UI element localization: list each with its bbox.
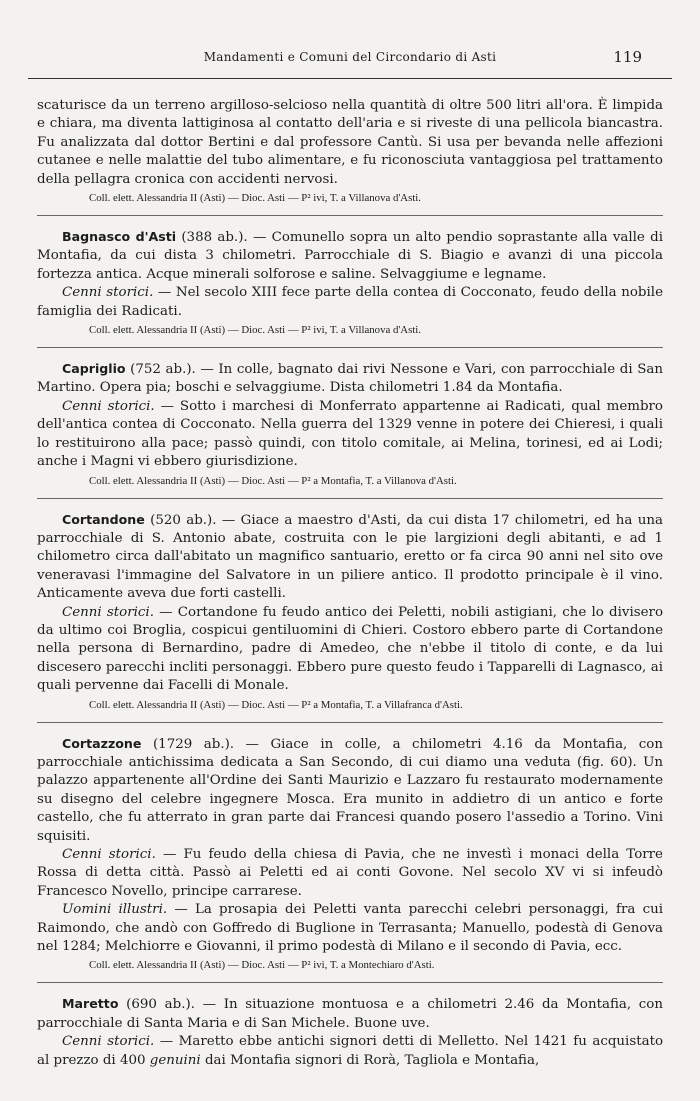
cenni-storici — [37, 846, 663, 901]
entry-divider — [37, 215, 663, 216]
cenni-label: Cenni storici. — [62, 398, 155, 414]
cenni-label: Cenni storici. — [62, 604, 154, 620]
cenni-text: — Sotto i marchesi di Monferrato appartenne ai Radicati, qual membro dell'antica contea di Cocconato. Nella guerra del 1329 venne in potere dei Chieresi, i quali lo restituirono alla pace; passò quindi, con titolo comitale, ai Melina, torinesi, ed ai Lodi; anche i Magni vi ebbero giurisdizione. — [37, 398, 663, 470]
entry-text: (1729 ab.). — Giace in colle, a chilometri 4.16 da Montafia, con parrocchiale antichissima dedicata a San Secondo, di cui diamo una veduta (fig. 60). Un palazzo appartenente all'Ordine dei Santi Maurizio e Lazzaro fu restaurato modernamente su disegno del celebre ingegnere Mosca. Era munito in addietro di un antico e forte castello, che fu atterrato in gran parte dai Francesi quando posero l'assedio a Torino. Vini squisiti. — [37, 736, 663, 844]
entry-name: Maretto — [62, 996, 119, 1012]
entry-divider — [37, 982, 663, 983]
uomini-text: — La prosapia dei Peletti vanta parecchi celebri personaggi, fra cui Raimondo, che andò con Goffredo di Buglione in Terrasanta; Manuello, podestà di Genova nel 1284; Melchiorre e Giovanni, il primo podestà di Milano e il secondo di Pavia, ecc. — [37, 902, 663, 955]
intro-coll-note: Coll. elett. Alessandria II (Asti) — Dioc. Asti — P² ivi, T. a Villanova d'Asti. — [89, 192, 422, 205]
entry-name: Capriglio — [62, 361, 126, 377]
page-header — [58, 50, 642, 72]
entry-text: (520 ab.). — Giace a maestro d'Asti, da cui dista 17 chilometri, ed ha una parrocchiale di S. Antonio abate, costruita con le pie largizioni degli abitanti, e ad 1 chilometro circa dall'abitato un magnifico santuario, eretto or fa circa 90 anni nel sito ove veneravasi l'immagine del Salvatore in un piliere antico. Il prodotto principale è il vino. Anticamente aveva due forti castelli. — [37, 512, 663, 602]
cenni-text: — Maretto ebbe antichi signori detti di Melletto. Nel 1421 fu acquistato al prezzo di 400 — [37, 1034, 664, 1068]
cenni-label: Cenni storici. — [62, 1034, 155, 1050]
header-rule — [28, 78, 672, 79]
entry-text: (752 ab.). — In colle, bagnato dai rivi Nessone e Vari, con parrocchiale di San Martino. Opera pia; boschi e selvaggiume. Dista chilometri 1.84 da Montafia. — [37, 362, 663, 396]
entry-text: (388 ab.). — Comunello sopra un alto pendio soprastante alla valle di Montafia, da cui dista 3 chilometri. Parrocchiale di S. Biagio e avanzi di una piccola fortezza antica. Acque minerali solforose e saline. Selvaggiume e legname. — [37, 230, 663, 282]
cenni-storici — [37, 284, 663, 321]
cenni-text: — Nel secolo XIII fece parte della contea di Cocconato, feudo della nobile famiglia dei Radicati. — [37, 285, 663, 319]
entry-cortandone — [37, 511, 663, 713]
uomini-illustri — [37, 901, 663, 956]
entry-description — [37, 511, 663, 604]
entry-description — [37, 995, 663, 1033]
entry-name: Cortazzone — [62, 735, 142, 751]
entry-maretto — [37, 995, 663, 1070]
entry-divider — [37, 347, 663, 348]
entry-description — [37, 360, 663, 398]
cenni-text: — Fu feudo della chiesa di Pavia, che ne investì i monaci della Torre Rossa di detta città. Passò ai Peletti ed ai conti Govone. Nel secolo XV vi si infeudò Francesco Novello, principe carrarese. — [37, 847, 663, 899]
coll-note: Coll. elett. Alessandria II (Asti) — Dioc. Asti — P² ivi, T. a Montechiaro d'Asti. — [89, 959, 435, 972]
entry-name: Bagnasco d'Asti — [62, 229, 177, 245]
cenni-storici — [37, 398, 663, 472]
cenni-storici — [37, 604, 663, 696]
coll-note: Coll. elett. Alessandria II (Asti) — Dioc. Asti — P² a Montafia, T. a Villafranca d'Asti. — [89, 698, 463, 711]
coll-note: Coll. elett. Alessandria II (Asti) — Dioc. Asti — P² ivi, T. a Villanova d'Asti. — [89, 324, 422, 337]
cenni-storici — [37, 1033, 663, 1070]
entry-divider — [37, 498, 663, 499]
uomini-label: Uomini illustri. — [62, 902, 168, 918]
entry-text: (690 ab.). — In situazione montuosa e a chilometri 2.46 da Montafia, con parrocchiale di Santa Maria e di San Michele. Buone uve. — [37, 997, 663, 1031]
entry-name: Cortandone — [62, 511, 145, 527]
coll-note: Coll. elett. Alessandria II (Asti) — Dioc. Asti — P² a Montafia, T. a Villanova d'Asti. — [89, 474, 457, 487]
entry-bagnasco — [37, 228, 663, 338]
entry-description — [37, 735, 663, 846]
entry-cortazzone — [37, 735, 663, 974]
cenni-text-continued: dai Montafia signori di Rorà, Tagliola e Montafia, — [200, 1052, 540, 1068]
intro-paragraph: scaturisce da un terreno argilloso-selcioso nella quantità di oltre 500 litri all'ora. È limpida e chiara, ma diventa lattiginosa al contatto dell'aria e si riveste di una pellicola biancastra. Fu analizzata dal dottor Bertini e dal professore Cantù. Si usa per bevanda nelle affezioni cutanee e nelle malattie del tubo alimentare, e fu riconosciuta vantaggiosa pel trattamento della pellagra cronica con accidenti nervosi. — [37, 98, 663, 187]
entry-divider — [37, 722, 663, 723]
entry-capriglio — [37, 360, 663, 488]
cenni-italic-word: genuini — [149, 1052, 201, 1068]
cenni-text: — Cortandone fu feudo antico dei Peletti, nobili astigiani, che lo divisero da ultimo coi Broglia, cospicui gentiluomini di Chieri. Costoro ebbero parte di Cortandone nella persona di Bernardino, padre di Amedeo, che n'ebbe il titolo di conte, e da lui discesero parecchi incliti personaggi. Ebbero pure questo feudo i Tapparelli di Lagnasco, ai quali pervenne dai Facelli di Monale. — [37, 604, 664, 694]
page-number: 119 — [613, 48, 642, 66]
entry-description — [37, 228, 663, 284]
cenni-label: Cenni storici. — [62, 285, 154, 301]
article-body — [37, 97, 663, 1070]
running-title: Mandamenti e Comuni del Circondario di Asti — [203, 50, 497, 64]
cenni-label: Cenni storici. — [62, 847, 156, 862]
